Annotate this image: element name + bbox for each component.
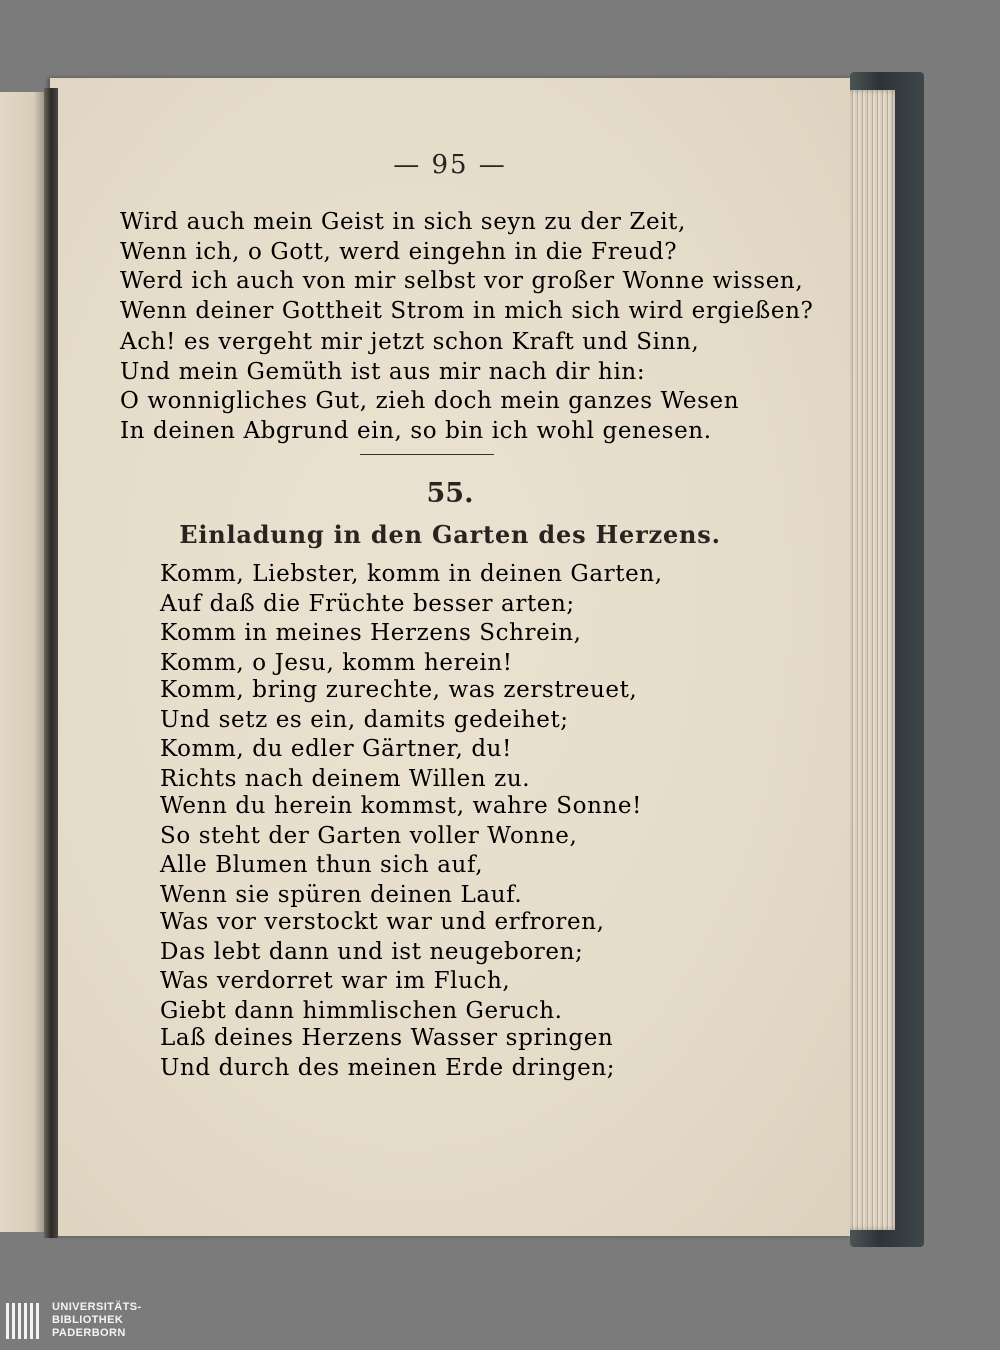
verse-line: Richts nach deinem Willen zu. [160,765,531,792]
verse-line: O wonnigliches Gut, zieh doch mein ganzes Wesen [120,388,740,414]
verse-line: Wird auch mein Geist in sich seyn zu der Zeit, [120,209,686,235]
verse-line: Was verdorret war im Fluch, [160,968,511,994]
verse-line: Laß deines Herzens Wasser springen [160,1025,614,1051]
verse-line: Komm in meines Herzens Schrein, [160,620,582,646]
stanza-top-2 [120,328,780,446]
hymn-stanza-2 [160,676,820,794]
hymn-stanza-5 [160,1024,820,1083]
hymn-stanza-1 [160,560,820,678]
section-divider [360,454,494,455]
page-number: — 95 — [393,150,507,180]
verse-line: Giebt dann himmlischen Geruch. [160,997,563,1024]
book-gutter [44,88,58,1238]
hymn-number: 55. [426,478,474,509]
verse-line: Wenn deiner Gottheit Strom in mich sich wird ergießen? [120,297,814,324]
page-edges [845,90,895,1230]
book-page [50,78,850,1236]
verse-line: Wenn ich, o Gott, werd eingehn in die Freud? [120,238,678,265]
library-footer [0,1290,1000,1350]
verse-line: Auf daß die Früchte besser arten; [160,590,575,617]
verse-line: Wenn du herein kommst, wahre Sonne! [160,793,642,819]
verse-line: Und durch des meinen Erde dringen; [160,1054,616,1081]
verse-line: Wenn sie spüren deinen Lauf. [160,881,523,908]
verse-line: Alle Blumen thun sich auf, [160,852,484,878]
hymn-title: Einladung in den Garten des Herzens. [179,520,721,549]
hymn-stanza-3 [160,792,820,910]
logo-line: BIBLIOTHEK [52,1314,124,1326]
logo-line: PADERBORN [52,1327,126,1339]
verse-line: Komm, o Jesu, komm herein! [160,649,513,676]
verse-line: Komm, du edler Gärtner, du! [160,736,512,762]
verse-line: Das lebt dann und ist neugeboren; [160,938,584,965]
verse-line: Komm, Liebster, komm in deinen Garten, [160,561,663,587]
left-page-edge [0,92,48,1232]
verse-line: Was vor verstockt war und erfroren, [160,909,605,935]
verse-line: So steht der Garten voller Wonne, [160,822,578,849]
stanza-top-1 [120,208,814,326]
verse-line: Und mein Gemüth ist aus mir nach dir hin: [120,358,646,385]
verse-line: Komm, bring zurechte, was zerstreuet, [160,677,638,703]
verse-line: Werd ich auch von mir selbst vor großer Wonne wissen, [120,268,804,294]
verse-line: Ach! es vergeht mir jetzt schon Kraft und Sinn, [120,329,700,355]
verse-line: Und setz es ein, damits gedeihet; [160,706,569,733]
library-logo-icon [6,1303,46,1339]
logo-line: UNIVERSITÄTS- [52,1301,142,1313]
verse-line: In deinen Abgrund ein, so bin ich wohl genesen. [120,417,712,444]
hymn-stanza-4 [160,908,820,1026]
library-logo-text [52,1301,142,1340]
